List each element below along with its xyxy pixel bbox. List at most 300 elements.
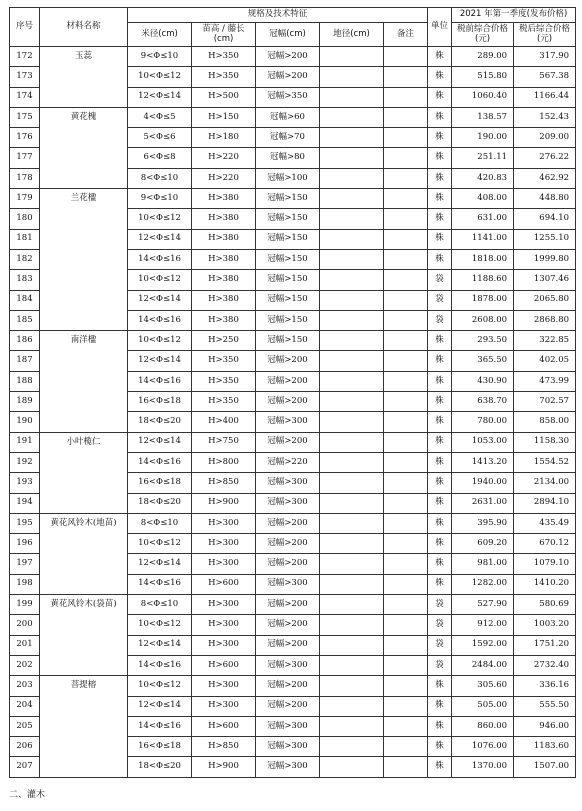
cell-unit: 株	[428, 696, 452, 716]
cell-ground	[320, 87, 384, 107]
cell-remark	[384, 148, 428, 168]
cell-ground	[320, 615, 384, 635]
cell-height: H>380	[192, 290, 256, 310]
cell-diameter: 14<Φ≤16	[128, 655, 192, 675]
cell-post-tax: 2868.80	[514, 310, 576, 330]
cell-height: H>500	[192, 87, 256, 107]
cell-diameter: 12<Φ≤14	[128, 351, 192, 371]
cell-unit: 株	[428, 392, 452, 412]
table-row	[10, 249, 576, 269]
cell-post-tax: 702.57	[514, 392, 576, 412]
cell-pre-tax: 395.90	[452, 513, 514, 533]
cell-diameter: 10<Φ≤12	[128, 615, 192, 635]
table-row	[10, 270, 576, 290]
cell-diameter: 10<Φ≤12	[128, 67, 192, 87]
cell-material	[40, 371, 128, 391]
cell-height: H>600	[192, 574, 256, 594]
cell-ground	[320, 290, 384, 310]
header-diameter: 米径(cm)	[128, 23, 192, 47]
cell-crown: 冠幅>100	[256, 168, 320, 188]
cell-unit: 株	[428, 534, 452, 554]
header-crown: 冠幅(cm)	[256, 23, 320, 47]
table-row	[10, 189, 576, 209]
cell-diameter: 18<Φ≤20	[128, 412, 192, 432]
cell-crown: 冠幅>300	[256, 473, 320, 493]
cell-diameter: 10<Φ≤12	[128, 209, 192, 229]
cell-seq: 172	[10, 47, 40, 67]
cell-remark	[384, 676, 428, 696]
cell-diameter: 12<Φ≤14	[128, 87, 192, 107]
cell-remark	[384, 615, 428, 635]
cell-pre-tax: 430.90	[452, 371, 514, 391]
cell-post-tax: 1166.44	[514, 87, 576, 107]
cell-pre-tax: 1053.00	[452, 432, 514, 452]
cell-post-tax: 462.92	[514, 168, 576, 188]
cell-material	[40, 635, 128, 655]
cell-seq: 203	[10, 676, 40, 696]
cell-diameter: 9<Φ≤10	[128, 47, 192, 67]
cell-unit: 株	[428, 473, 452, 493]
cell-seq: 189	[10, 392, 40, 412]
cell-height: H>300	[192, 595, 256, 615]
cell-ground	[320, 452, 384, 472]
cell-height: H>900	[192, 493, 256, 513]
cell-remark	[384, 574, 428, 594]
header-remark: 备注	[384, 23, 428, 47]
cell-unit: 株	[428, 757, 452, 777]
cell-seq: 205	[10, 716, 40, 736]
cell-pre-tax: 305.60	[452, 676, 514, 696]
cell-material	[40, 67, 128, 87]
cell-material	[40, 229, 128, 249]
table-row	[10, 392, 576, 412]
cell-seq: 194	[10, 493, 40, 513]
cell-remark	[384, 249, 428, 269]
cell-seq: 184	[10, 290, 40, 310]
cell-height: H>220	[192, 148, 256, 168]
cell-seq: 195	[10, 513, 40, 533]
table-row	[10, 351, 576, 371]
table-row	[10, 209, 576, 229]
cell-post-tax: 435.49	[514, 513, 576, 533]
cell-crown: 冠幅>200	[256, 696, 320, 716]
cell-unit: 株	[428, 351, 452, 371]
cell-ground	[320, 574, 384, 594]
cell-height: H>300	[192, 615, 256, 635]
cell-ground	[320, 229, 384, 249]
cell-unit: 袋	[428, 270, 452, 290]
cell-ground	[320, 107, 384, 127]
cell-pre-tax: 289.00	[452, 47, 514, 67]
cell-ground	[320, 554, 384, 574]
cell-seq: 190	[10, 412, 40, 432]
cell-crown: 冠幅>150	[256, 290, 320, 310]
cell-crown: 冠幅>200	[256, 534, 320, 554]
table-row	[10, 168, 576, 188]
cell-crown: 冠幅>200	[256, 351, 320, 371]
cell-post-tax: 1751.20	[514, 635, 576, 655]
cell-remark	[384, 554, 428, 574]
cell-remark	[384, 534, 428, 554]
cell-pre-tax: 1592.00	[452, 635, 514, 655]
cell-unit: 株	[428, 229, 452, 249]
cell-crown: 冠幅>200	[256, 595, 320, 615]
cell-height: H>900	[192, 757, 256, 777]
cell-seq: 186	[10, 331, 40, 351]
cell-diameter: 14<Φ≤16	[128, 716, 192, 736]
cell-pre-tax: 638.70	[452, 392, 514, 412]
cell-remark	[384, 493, 428, 513]
table-row	[10, 87, 576, 107]
cell-unit: 株	[428, 513, 452, 533]
cell-seq: 181	[10, 229, 40, 249]
cell-unit: 株	[428, 249, 452, 269]
table-row	[10, 554, 576, 574]
cell-crown: 冠幅>200	[256, 615, 320, 635]
cell-seq: 199	[10, 595, 40, 615]
cell-unit: 株	[428, 452, 452, 472]
cell-diameter: 8<Φ≤10	[128, 595, 192, 615]
cell-pre-tax: 190.00	[452, 128, 514, 148]
cell-post-tax: 2894.10	[514, 493, 576, 513]
cell-unit: 株	[428, 209, 452, 229]
cell-post-tax: 1507.00	[514, 757, 576, 777]
cell-crown: 冠幅>200	[256, 67, 320, 87]
cell-remark	[384, 107, 428, 127]
cell-material	[40, 128, 128, 148]
cell-height: H>220	[192, 168, 256, 188]
cell-unit: 株	[428, 107, 452, 127]
cell-unit: 株	[428, 412, 452, 432]
cell-seq: 185	[10, 310, 40, 330]
cell-remark	[384, 432, 428, 452]
cell-pre-tax: 631.00	[452, 209, 514, 229]
cell-diameter: 10<Φ≤12	[128, 534, 192, 554]
cell-pre-tax: 1818.00	[452, 249, 514, 269]
cell-pre-tax: 1141.00	[452, 229, 514, 249]
cell-post-tax: 322.85	[514, 331, 576, 351]
cell-crown: 冠幅>150	[256, 331, 320, 351]
table-row	[10, 534, 576, 554]
cell-pre-tax: 1076.00	[452, 737, 514, 757]
cell-material	[40, 290, 128, 310]
cell-material	[40, 249, 128, 269]
cell-pre-tax: 527.90	[452, 595, 514, 615]
cell-diameter: 6<Φ≤8	[128, 148, 192, 168]
header-post-tax: 税后综合价格(元)	[514, 23, 576, 47]
cell-ground	[320, 595, 384, 615]
table-row	[10, 574, 576, 594]
cell-post-tax: 858.00	[514, 412, 576, 432]
cell-height: H>600	[192, 655, 256, 675]
header-ground: 地径(cm)	[320, 23, 384, 47]
cell-pre-tax: 780.00	[452, 412, 514, 432]
cell-diameter: 14<Φ≤16	[128, 452, 192, 472]
cell-post-tax: 1307.46	[514, 270, 576, 290]
cell-ground	[320, 371, 384, 391]
cell-diameter: 10<Φ≤12	[128, 676, 192, 696]
cell-pre-tax: 1940.00	[452, 473, 514, 493]
table-header	[10, 8, 576, 47]
cell-pre-tax: 2484.00	[452, 655, 514, 675]
cell-material	[40, 270, 128, 290]
cell-remark	[384, 290, 428, 310]
cell-diameter: 10<Φ≤12	[128, 331, 192, 351]
cell-diameter: 16<Φ≤18	[128, 473, 192, 493]
cell-unit: 株	[428, 331, 452, 351]
cell-diameter: 5<Φ≤6	[128, 128, 192, 148]
cell-ground	[320, 432, 384, 452]
table-row	[10, 737, 576, 757]
cell-remark	[384, 757, 428, 777]
cell-crown: 冠幅>200	[256, 47, 320, 67]
cell-unit: 袋	[428, 595, 452, 615]
cell-seq: 180	[10, 209, 40, 229]
cell-diameter: 12<Φ≤14	[128, 229, 192, 249]
cell-diameter: 16<Φ≤18	[128, 737, 192, 757]
cell-height: H>350	[192, 47, 256, 67]
cell-pre-tax: 2608.00	[452, 310, 514, 330]
cell-post-tax: 2134.00	[514, 473, 576, 493]
header-material: 材料名称	[40, 8, 128, 47]
header-pre-tax: 税前综合价格(元)	[452, 23, 514, 47]
cell-crown: 冠幅>200	[256, 554, 320, 574]
cell-ground	[320, 392, 384, 412]
cell-material	[40, 716, 128, 736]
cell-material	[40, 148, 128, 168]
cell-seq: 183	[10, 270, 40, 290]
cell-pre-tax: 912.00	[452, 615, 514, 635]
cell-diameter: 14<Φ≤16	[128, 371, 192, 391]
cell-pre-tax: 1413.20	[452, 452, 514, 472]
cell-seq: 206	[10, 737, 40, 757]
cell-material: 兰花楹	[40, 189, 128, 209]
cell-material	[40, 473, 128, 493]
cell-post-tax: 1158.30	[514, 432, 576, 452]
cell-unit: 株	[428, 189, 452, 209]
cell-material: 黄花槐	[40, 107, 128, 127]
cell-seq: 201	[10, 635, 40, 655]
cell-crown: 冠幅>300	[256, 574, 320, 594]
cell-crown: 冠幅>350	[256, 87, 320, 107]
cell-unit: 株	[428, 47, 452, 67]
table-row	[10, 595, 576, 615]
table-row	[10, 452, 576, 472]
cell-remark	[384, 737, 428, 757]
cell-remark	[384, 47, 428, 67]
cell-height: H>300	[192, 554, 256, 574]
cell-seq: 196	[10, 534, 40, 554]
cell-ground	[320, 473, 384, 493]
cell-diameter: 12<Φ≤14	[128, 432, 192, 452]
cell-post-tax: 473.99	[514, 371, 576, 391]
cell-height: H>300	[192, 676, 256, 696]
cell-unit: 袋	[428, 310, 452, 330]
cell-seq: 178	[10, 168, 40, 188]
section-footer: 二、灌木	[9, 790, 46, 800]
cell-seq: 176	[10, 128, 40, 148]
cell-remark	[384, 392, 428, 412]
cell-ground	[320, 148, 384, 168]
cell-post-tax: 694.10	[514, 209, 576, 229]
cell-crown: 冠幅>150	[256, 209, 320, 229]
cell-pre-tax: 408.00	[452, 189, 514, 209]
cell-ground	[320, 757, 384, 777]
cell-unit: 株	[428, 371, 452, 391]
header-seq: 序号	[10, 8, 40, 47]
cell-crown: 冠幅>300	[256, 655, 320, 675]
cell-remark	[384, 189, 428, 209]
table-row	[10, 635, 576, 655]
cell-material: 黄花风铃木(地苗)	[40, 513, 128, 533]
cell-crown: 冠幅>150	[256, 249, 320, 269]
cell-ground	[320, 270, 384, 290]
cell-pre-tax: 515.80	[452, 67, 514, 87]
cell-remark	[384, 655, 428, 675]
cell-remark	[384, 412, 428, 432]
cell-seq: 193	[10, 473, 40, 493]
cell-height: H>850	[192, 737, 256, 757]
cell-post-tax: 276.22	[514, 148, 576, 168]
table-row	[10, 229, 576, 249]
price-table-sheet	[9, 7, 575, 778]
cell-remark	[384, 209, 428, 229]
cell-post-tax: 152.43	[514, 107, 576, 127]
cell-post-tax: 1410.20	[514, 574, 576, 594]
cell-unit: 株	[428, 574, 452, 594]
table-row	[10, 432, 576, 452]
header-spec-group: 规格及技术特征	[128, 8, 428, 23]
cell-height: H>300	[192, 534, 256, 554]
cell-material	[40, 209, 128, 229]
cell-ground	[320, 209, 384, 229]
cell-crown: 冠幅>300	[256, 716, 320, 736]
cell-height: H>380	[192, 270, 256, 290]
cell-post-tax: 946.00	[514, 716, 576, 736]
cell-remark	[384, 513, 428, 533]
cell-material: 黄花风铃木(袋苗)	[40, 595, 128, 615]
cell-seq: 173	[10, 67, 40, 87]
cell-crown: 冠幅>150	[256, 270, 320, 290]
cell-pre-tax: 138.57	[452, 107, 514, 127]
cell-material: 玉蕊	[40, 47, 128, 67]
cell-diameter: 18<Φ≤20	[128, 757, 192, 777]
cell-ground	[320, 655, 384, 675]
cell-post-tax: 209.00	[514, 128, 576, 148]
cell-height: H>800	[192, 452, 256, 472]
cell-diameter: 10<Φ≤12	[128, 270, 192, 290]
cell-crown: 冠幅>60	[256, 107, 320, 127]
cell-remark	[384, 310, 428, 330]
cell-post-tax: 317.90	[514, 47, 576, 67]
cell-height: H>180	[192, 128, 256, 148]
cell-height: H>300	[192, 635, 256, 655]
cell-crown: 冠幅>150	[256, 229, 320, 249]
cell-ground	[320, 310, 384, 330]
cell-material	[40, 87, 128, 107]
cell-ground	[320, 635, 384, 655]
cell-seq: 179	[10, 189, 40, 209]
cell-unit: 袋	[428, 635, 452, 655]
table-row	[10, 615, 576, 635]
cell-height: H>850	[192, 473, 256, 493]
cell-post-tax: 336.16	[514, 676, 576, 696]
table-row	[10, 757, 576, 777]
cell-height: H>350	[192, 371, 256, 391]
cell-post-tax: 555.50	[514, 696, 576, 716]
cell-post-tax: 1079.10	[514, 554, 576, 574]
cell-pre-tax: 1188.60	[452, 270, 514, 290]
table-row	[10, 716, 576, 736]
cell-post-tax: 1554.52	[514, 452, 576, 472]
cell-remark	[384, 331, 428, 351]
table-body	[10, 47, 576, 778]
cell-material	[40, 655, 128, 675]
cell-seq: 182	[10, 249, 40, 269]
cell-crown: 冠幅>200	[256, 392, 320, 412]
cell-crown: 冠幅>300	[256, 412, 320, 432]
cell-unit: 株	[428, 432, 452, 452]
cell-crown: 冠幅>300	[256, 493, 320, 513]
cell-ground	[320, 676, 384, 696]
cell-post-tax: 1255.10	[514, 229, 576, 249]
table-row	[10, 412, 576, 432]
cell-crown: 冠幅>150	[256, 310, 320, 330]
cell-height: H>600	[192, 716, 256, 736]
cell-pre-tax: 251.11	[452, 148, 514, 168]
cell-ground	[320, 696, 384, 716]
cell-crown: 冠幅>300	[256, 757, 320, 777]
cell-pre-tax: 860.00	[452, 716, 514, 736]
cell-remark	[384, 473, 428, 493]
cell-seq: 198	[10, 574, 40, 594]
cell-material	[40, 493, 128, 513]
cell-material	[40, 574, 128, 594]
cell-crown: 冠幅>220	[256, 452, 320, 472]
cell-height: H>350	[192, 351, 256, 371]
cell-crown: 冠幅>200	[256, 635, 320, 655]
cell-material	[40, 452, 128, 472]
cell-crown: 冠幅>200	[256, 371, 320, 391]
cell-post-tax: 1183.60	[514, 737, 576, 757]
cell-crown: 冠幅>200	[256, 676, 320, 696]
cell-material	[40, 696, 128, 716]
cell-diameter: 16<Φ≤18	[128, 392, 192, 412]
cell-material	[40, 554, 128, 574]
cell-remark	[384, 351, 428, 371]
cell-material	[40, 412, 128, 432]
cell-remark	[384, 371, 428, 391]
cell-seq: 174	[10, 87, 40, 107]
cell-unit: 株	[428, 737, 452, 757]
cell-height: H>150	[192, 107, 256, 127]
cell-remark	[384, 635, 428, 655]
cell-pre-tax: 505.00	[452, 696, 514, 716]
cell-diameter: 8<Φ≤10	[128, 513, 192, 533]
cell-pre-tax: 1282.00	[452, 574, 514, 594]
cell-unit: 株	[428, 67, 452, 87]
cell-crown: 冠幅>150	[256, 189, 320, 209]
cell-ground	[320, 351, 384, 371]
cell-unit: 株	[428, 493, 452, 513]
cell-unit: 株	[428, 87, 452, 107]
cell-height: H>380	[192, 310, 256, 330]
cell-crown: 冠幅>300	[256, 737, 320, 757]
cell-ground	[320, 716, 384, 736]
cell-seq: 175	[10, 107, 40, 127]
table-row	[10, 148, 576, 168]
cell-post-tax: 1999.80	[514, 249, 576, 269]
